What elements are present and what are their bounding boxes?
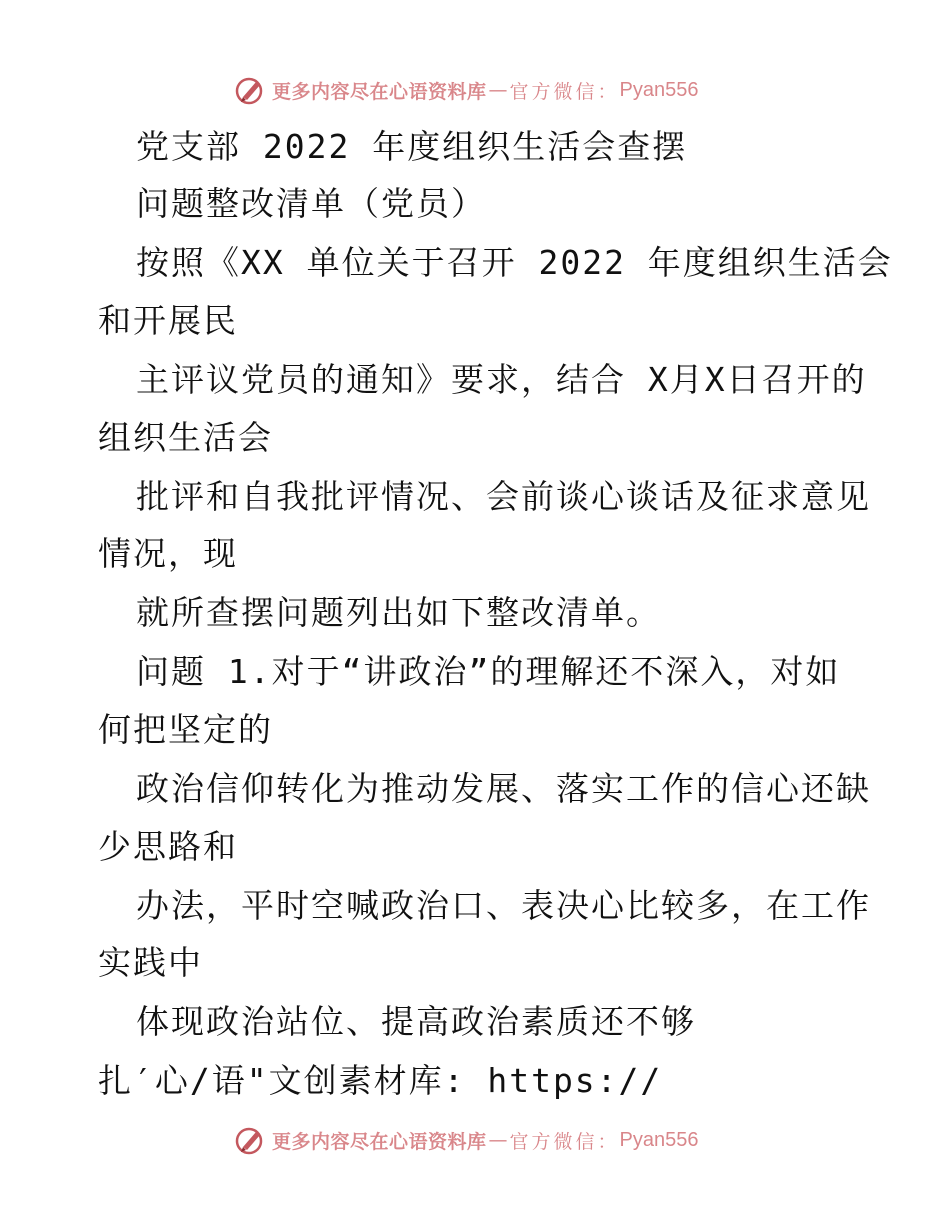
doc-line: 党支部 2022 年度组织生活会查摆 <box>136 127 688 166</box>
banner-label: 官方微信： <box>509 1130 620 1153</box>
doc-line: 办法，平时空喊政治口、表决心比较多，在工作 <box>136 886 871 925</box>
doc-line: 就所查摆问题列出如下整改清单。 <box>136 593 661 632</box>
doc-line: 批评和自我批评情况、会前谈心谈话及征求意见 <box>136 477 871 516</box>
footer-watermark-banner <box>234 1120 699 1160</box>
doc-line: 何把坚定的 <box>98 710 273 749</box>
doc-line: 按照《XX 单位关于召开 2022 年度组织生活会 <box>136 243 893 282</box>
doc-line: 情况，现 <box>98 534 238 573</box>
doc-line: 政治信仰转化为推动发展、落实工作的信心还缺 <box>136 769 871 808</box>
pen-logo-icon <box>234 74 266 106</box>
doc-line: 少思路和 <box>98 827 238 866</box>
doc-line: 问题整改清单（党员） <box>136 184 486 223</box>
doc-line: 体现政治站位、提高政治素质还不够 <box>136 1002 696 1041</box>
header-watermark-banner <box>234 70 699 110</box>
doc-line: 和开展民 <box>98 301 238 340</box>
doc-line: 组织生活会 <box>98 418 273 457</box>
banner-main-text: 更多内容尽在心语资料库 <box>272 80 487 103</box>
banner-main-text: 更多内容尽在心语资料库 <box>272 1130 487 1153</box>
banner-separator: — <box>488 79 508 101</box>
banner-label: 官方微信： <box>509 80 620 103</box>
banner-wechat-id: Pyan556 <box>619 1128 699 1151</box>
doc-line: 问题 1.对于“讲政治”的理解还不深入，对如 <box>136 652 841 691</box>
banner-wechat-id: Pyan556 <box>619 78 699 101</box>
doc-line: 主评议党员的通知》要求，结合 X月X日召开的 <box>136 360 867 399</box>
pen-logo-icon <box>234 1124 266 1156</box>
doc-line: 扎′心/语"文创素材库: https:// <box>98 1061 663 1100</box>
banner-separator: — <box>488 1129 508 1151</box>
doc-line: 实践中 <box>98 943 203 982</box>
